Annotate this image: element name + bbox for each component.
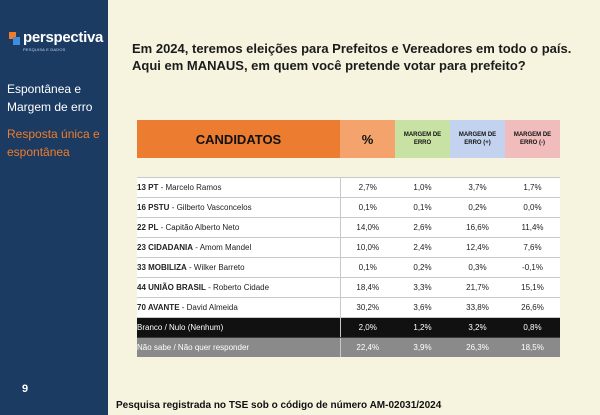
question-line-2: Aqui em MANAUS, em quem você pretende votar para prefeito? (132, 58, 526, 73)
margin-plus-cell: 21,7% (450, 278, 505, 298)
margin-plus-cell: 26,3% (450, 338, 505, 358)
page-number: 9 (22, 383, 29, 395)
margin-cell: 3,3% (395, 278, 450, 298)
percent-cell: 10,0% (340, 238, 395, 258)
margin-minus-cell: 18,5% (505, 338, 560, 358)
candidate-name: David Almeida (186, 303, 238, 312)
candidate-cell: 22 PL - Capitão Alberto Neto (137, 218, 340, 238)
section-title: Espontânea e Margem de erro (7, 82, 93, 114)
party-label: 13 PT (137, 183, 159, 192)
candidate-cell: 44 UNIÃO BRASIL - Roberto Cidade (137, 278, 340, 298)
margin-minus-cell: 0,0% (505, 198, 560, 218)
margin-minus-cell: 7,6% (505, 238, 560, 258)
candidate-row (137, 178, 560, 198)
margin-cell: 2,4% (395, 238, 450, 258)
percent-cell: 0,1% (340, 198, 395, 218)
header-margin-minus: MARGEM DE ERRO (-) (505, 120, 560, 158)
percent-cell: 0,1% (340, 258, 395, 278)
margin-cell: 3,9% (395, 338, 450, 358)
candidate-row (137, 218, 560, 238)
brand-tagline: PESQUISA E DADOS (23, 47, 66, 52)
margin-plus-cell: 3,7% (450, 178, 505, 198)
section-subtitle: Resposta única e espontânea (7, 127, 100, 159)
party-label: 70 AVANTE (137, 303, 180, 312)
margin-minus-cell: 15,1% (505, 278, 560, 298)
candidate-name: Amom Mandel (199, 243, 252, 252)
percent-cell: 30,2% (340, 298, 395, 318)
party-label: 44 UNIÃO BRASIL (137, 283, 206, 292)
brand-name: perspectiva (23, 29, 104, 46)
brand-logo (9, 30, 103, 52)
percent-cell: 2,7% (340, 178, 395, 198)
candidate-cell: 33 MOBILIZA - Wilker Barreto (137, 258, 340, 278)
party-label: 23 CIDADANIA (137, 243, 194, 252)
candidate-name: Capitão Alberto Neto (165, 223, 240, 232)
margin-cell: 0,2% (395, 258, 450, 278)
candidate-name: Roberto Cidade (213, 283, 270, 292)
header-percent: % (340, 120, 395, 158)
margin-cell: 2,6% (395, 218, 450, 238)
percent-cell: 14,0% (340, 218, 395, 238)
logo-icon (9, 32, 21, 46)
question-text (132, 40, 572, 74)
candidate-cell: 13 PT - Marcelo Ramos (137, 178, 340, 198)
margin-plus-cell: 16,6% (450, 218, 505, 238)
margin-minus-cell: 11,4% (505, 218, 560, 238)
results-table (137, 120, 560, 357)
margin-plus-cell: 0,3% (450, 258, 505, 278)
candidate-name: Gilberto Vasconcelos (176, 203, 252, 212)
tse-registration-footer: Pesquisa registrada no TSE sob o código de número AM-02031/2024 (116, 400, 442, 411)
margin-plus-cell: 12,4% (450, 238, 505, 258)
row-label: Não sabe / Não quer responder (137, 338, 340, 358)
percent-cell: 18,4% (340, 278, 395, 298)
sidebar (0, 0, 108, 415)
candidate-cell: 70 AVANTE - David Almeida (137, 298, 340, 318)
candidate-row (137, 198, 560, 218)
margin-minus-cell: 26,6% (505, 298, 560, 318)
header-candidates: CANDIDATOS (137, 120, 340, 158)
margin-minus-cell: -0,1% (505, 258, 560, 278)
candidate-row (137, 278, 560, 298)
margin-minus-cell: 1,7% (505, 178, 560, 198)
header-margin-plus: MARGEM DE ERRO (+) (450, 120, 505, 158)
margin-plus-cell: 33,8% (450, 298, 505, 318)
margin-plus-cell: 3,2% (450, 318, 505, 338)
party-label: 22 PL (137, 223, 159, 232)
candidate-row (137, 238, 560, 258)
margin-cell: 1,0% (395, 178, 450, 198)
candidate-cell: 16 PSTU - Gilberto Vasconcelos (137, 198, 340, 218)
percent-cell: 2,0% (340, 318, 395, 338)
header-margin: MARGEM DE ERRO (395, 120, 450, 158)
candidate-name: Wilker Barreto (193, 263, 245, 272)
row-label: Branco / Nulo (Nenhum) (137, 318, 340, 338)
margin-minus-cell: 0,8% (505, 318, 560, 338)
percent-cell: 22,4% (340, 338, 395, 358)
blank-null-row (137, 318, 560, 338)
margin-cell: 3,6% (395, 298, 450, 318)
candidate-row (137, 258, 560, 278)
margin-plus-cell: 0,2% (450, 198, 505, 218)
margin-cell: 0,1% (395, 198, 450, 218)
party-label: 33 MOBILIZA (137, 263, 187, 272)
margin-cell: 1,2% (395, 318, 450, 338)
candidate-row (137, 298, 560, 318)
unknown-row (137, 338, 560, 358)
candidate-name: Marcelo Ramos (165, 183, 222, 192)
candidate-cell: 23 CIDADANIA - Amom Mandel (137, 238, 340, 258)
party-label: 16 PSTU (137, 203, 170, 212)
question-line-1: Em 2024, teremos eleições para Prefeitos e Vereadores em todo o país. (132, 41, 572, 56)
